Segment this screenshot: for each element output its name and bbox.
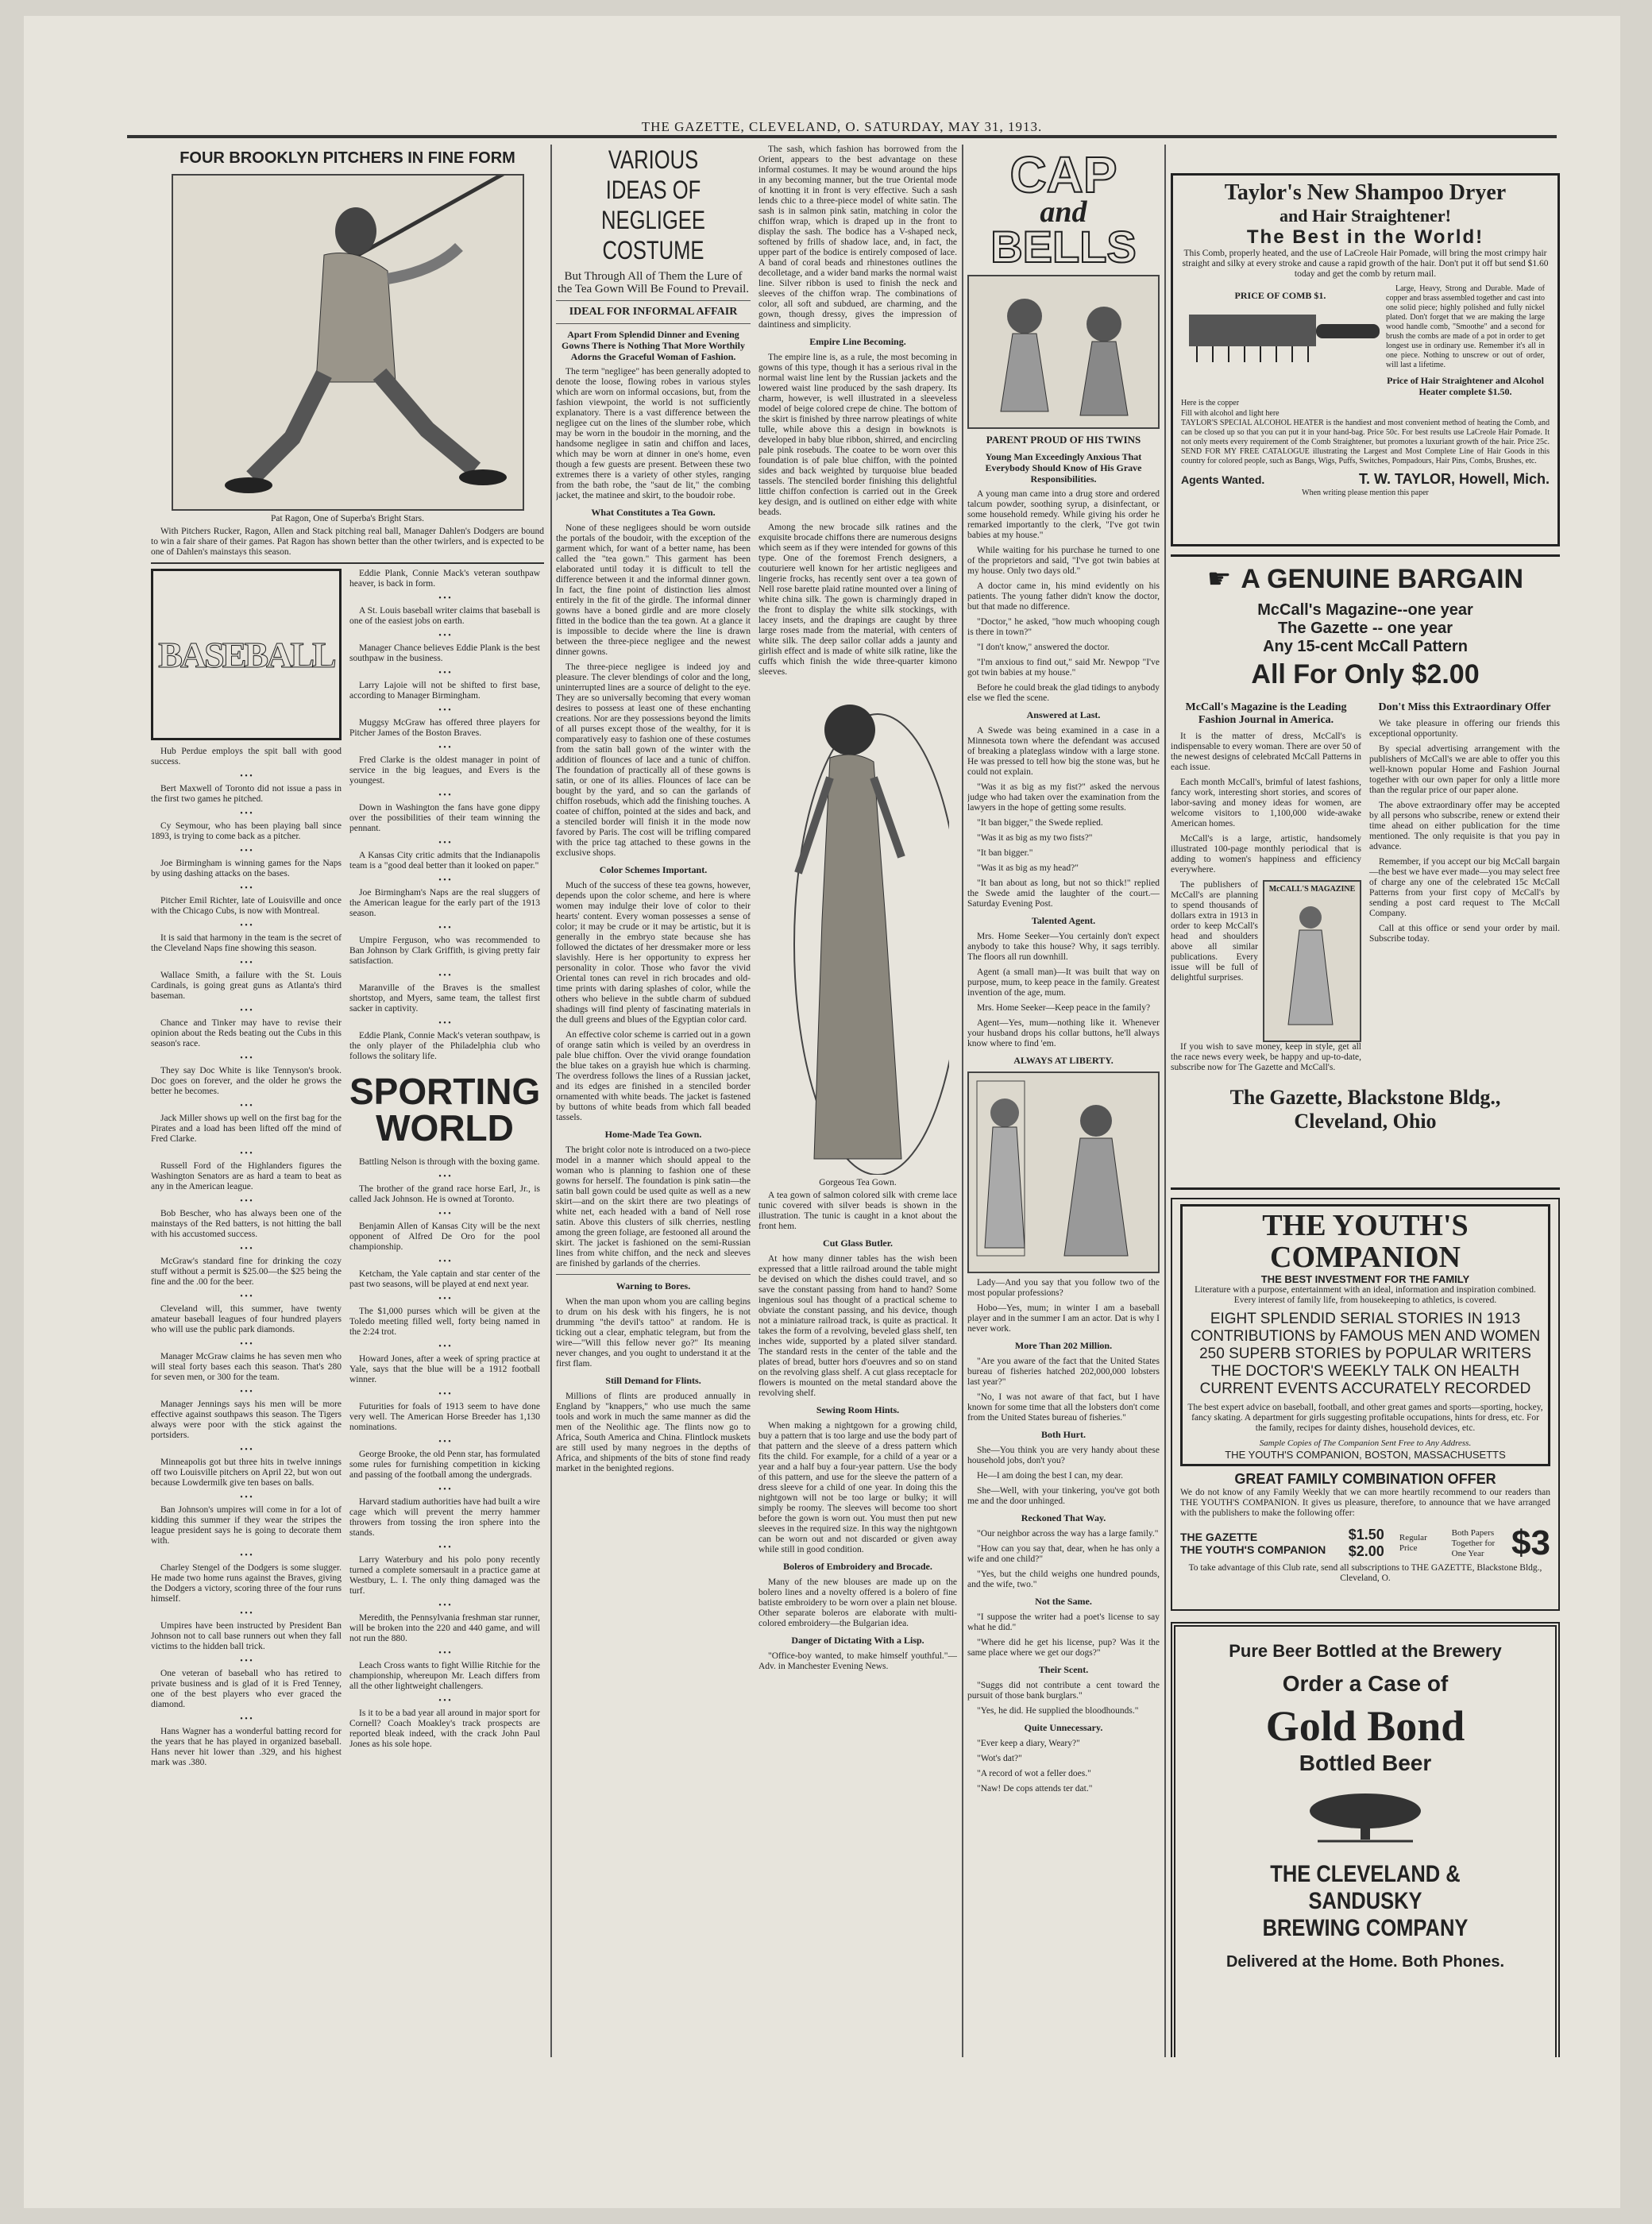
list-item: Hub Perdue employs the spit ball with good success. xyxy=(151,747,342,766)
list-item: Fred Clarke is the oldest manager in point of service in the big leagues, and Evers is the youngest. xyxy=(349,755,540,786)
article-paragraph: "Are you aware of the fact that the United States bureau of fisheries hatched 202,000,000 lobsters last year?" xyxy=(967,1357,1160,1387)
list-item: Maranville of the Braves is the smallest shortstop, and Myers, same team, the tallest first sacker in captivity. xyxy=(349,983,540,1014)
list-item: Battling Nelson is through with the boxing game. xyxy=(359,1157,540,1167)
article-paragraph: By special advertising arrangement with the publishers of McCall's we are able to offer you this well-known popular Home and Fashion Journal together with our own paper for only a little more than the regular price of our paper alone. xyxy=(1369,744,1560,795)
article-paragraph: Mrs. Home Seeker—Keep peace in the family? xyxy=(977,1003,1151,1013)
masthead: THE GAZETTE, CLEVELAND, O. SATURDAY, MAY 31, 1913. xyxy=(641,119,1043,134)
list-item: Down in Washington the fans have gone dippy over the possibilities of their team winning the pennant. xyxy=(349,803,540,833)
subhead: Color Schemes Important. xyxy=(599,864,708,875)
article-paragraph: "Ever keep a diary, Weary?" xyxy=(977,1739,1080,1748)
article-paragraph: An effective color scheme is carried out in a gown of orange satin which is veiled by an overdress in pale blue chiffon. Over the vivid orange foundation the blue takes on a grayish hue which is charming. The overdress follows the lines of a Russian jacket, and its edges are finished in a stenciled border ornamented with white beads. The jacket is fastened by buttons of white beads from which fall beaded tassels. xyxy=(556,1030,751,1122)
companion-feature: EIGHT SPLENDID SERIAL STORIES IN 1913 xyxy=(1210,1311,1521,1327)
list-item: Eddie Plank, Connie Mack's veteran southpaw heaver, is back in form. xyxy=(349,569,540,589)
article-paragraph: When making a nightgown for a growing child, buy a pattern that is too large and use the body part of that pattern and the sleeve of a dress pattern which fits the child. For example, for a child of a year or a year and a half buy a four-year pattern. Use the body of this pattern, and use for the sleeve the pattern of a dress sleeve for a child of one year. In doing this the nightgown will not be too large or bulky; it will simply be roomy. The sleeves will become too short before the gown is worn out. You must then put new sleeves in the required size. In this way the nightgown can be worn out and not discarded or given away while still in good condition. xyxy=(758,1421,957,1554)
offer-line: The Gazette -- one year xyxy=(1277,620,1453,637)
list-item: One veteran of baseball who has retired to private business and is glad of it is Fred Tenney, one of the best players who ever graced the diamond. xyxy=(151,1669,342,1709)
article-paragraph: Remember, if you accept our big McCall bargain—the best we have ever made—you may select free of charge any one of the celebrated 15c McCall Patterns from your first copy of McCall's by sending a post card request to The McCall Company. xyxy=(1369,857,1560,918)
comb-icon xyxy=(1181,307,1380,394)
ad-title: Taylor's New Shampoo Dryer xyxy=(1224,180,1507,205)
cartoon-caption: ALWAYS AT LIBERTY. xyxy=(1013,1055,1114,1066)
list-item: Umpire Ferguson, who was recommended to Ban Johnson by Clark Griffith, is giving pretty fair satisfaction. xyxy=(349,936,540,966)
regular-price-label: Regular Price xyxy=(1399,1533,1427,1553)
subhead: Sewing Room Hints. xyxy=(816,1404,900,1415)
article-paragraph: Among the new brocade silk ratines and the exquisite brocade chiffons there are numerous designs which seem as if they were intended for gowns of this type. One of the foremost French designers, a couturiere well known for her artistic negligees and lingerie frocks, has recently sent over a tea gown of Nell rose barette plaid ratine mounted over a lining of white china silk. The gown is charmingly draped in the front to display the white silk stockings, with lacey insets, and the drapings are caught by three large roses made from the material, with centers of white silk. The deep sailor collar adds a jaunty and girlish effect and is made of white silk ratine, like the cuffs which finish the wide three-quarter kimono sleeves. xyxy=(758,523,957,677)
combo-total: $3 xyxy=(1511,1523,1550,1562)
side-note: Fill with alcohol and light here xyxy=(1181,409,1280,418)
list-item: Meredith, the Pennsylvania freshman star runner, will be broken into the 220 and 440 game, and will not run the 880. xyxy=(349,1613,540,1643)
list-item: Joe Birmingham's Naps are the real sluggers of the American league for the early part of the 1913 season. xyxy=(349,888,540,918)
article-paragraph: "I don't know," answered the doctor. xyxy=(977,643,1110,652)
companion-sample: Sample Copies of The Companion Sent Free to Any Address. xyxy=(1259,1438,1472,1448)
list-item: It is said that harmony in the team is the secret of the Cleveland Naps fine showing this season. xyxy=(151,933,342,953)
article-paragraph: McCall's is a large, artistic, handsomely illustrated 100-page monthly periodical that is adding to women's happiness and efficiency everywhere. xyxy=(1171,834,1361,875)
tea-gown-illustration xyxy=(766,682,949,1175)
bargain-title: A GENUINE BARGAIN xyxy=(1241,563,1524,594)
offer-line: Any 15-cent McCall Pattern xyxy=(1263,638,1468,655)
fashion-column xyxy=(556,145,957,2057)
list-item: McGraw's standard fine for drinking the cozy stuff without a permit is $25.00—the $25 being the fine and the .00 for the beer. xyxy=(151,1257,342,1287)
list-item: Harvard stadium authorities have had built a wire cage which will prevent the merry hammer throwers from tossing the iron sphere into the stands. xyxy=(349,1497,540,1538)
list-item: The brother of the grand race horse Earl, Jr., is called Jack Johnson. He is owned at Toronto. xyxy=(349,1184,540,1204)
article-paragraph: A Swede was being examined in a case in a Minnesota town where the defendant was accused of breaking a plateglass window with a large stone. He was pressed to tell how big the stone was, but he could not explain. xyxy=(967,726,1160,777)
companion-address: THE YOUTH'S COMPANION, BOSTON, MASSACHUSETTS xyxy=(1225,1449,1506,1461)
list-item: Umpires have been instructed by President Ban Johnson not to call base runners out when they fall victims to the hidden ball trick. xyxy=(151,1621,342,1651)
mccalls-heading: McCall's Magazine is the Leading Fashion Journal in America. xyxy=(1185,701,1347,726)
article-paragraph: He—I am doing the best I can, my dear. xyxy=(977,1471,1123,1481)
delivery-note: Delivered at the Home. Both Phones. xyxy=(1225,1953,1505,1971)
price-name: THE YOUTH'S COMPANION xyxy=(1180,1543,1326,1556)
brewery-name: THE CLEVELAND & SANDUSKY xyxy=(1270,1861,1461,1914)
combo-title: GREAT FAMILY COMBINATION OFFER xyxy=(1234,1471,1496,1487)
article-paragraph: The sash, which fashion has borrowed from the Orient, appears to the best advantage on these informal costumes. It may be wound around the hips in any becoming manner, but the true Oriental mode of knotting it in front is very effective. Such a sash lends chic to a three-piece model of white satin. The sash is in salmon pink satin, matching in color the chiffon wrap, which is draped up in the front to display the sash. The bodice has a V-shaped neck, softened by frills of shadow lace, and, in fact, the upper part of the bodice is entirely composed of lace. A band of coral beads and rhinestones outlines the decolletage, and a wider band marks the normal waist line. Silver ribbon is used to finish the neck and sleeves of the chiffon wrap. The combinations of color, all soft and subdued, are charming, and the gown, though dressy, gives the impression of daintiness and simplicity. xyxy=(758,145,957,330)
youths-companion-ad xyxy=(1171,1198,1560,1611)
ad-intro: This Comb, properly heated, and the use of LaCreole Hair Pomade, will bring the most crimpy hair straight and silky at every stroke and cause a rapid growth of the hair. Don't put it off but send $1.60 today and get the comb by return mail. xyxy=(1182,249,1549,279)
humor-column xyxy=(967,145,1160,2057)
article-paragraph: "Yes, but the child weighs one hundred pounds, and the wife, two." xyxy=(967,1570,1160,1589)
subhead: Quite Unnecessary. xyxy=(1024,1722,1103,1733)
taylor-comb-ad xyxy=(1171,173,1560,546)
companion-expert: The best expert advice on baseball, football, and other great games and sports—sporting, hockey, fancy skating. A department for girls suggesting profitable occupations, hints for dress, etc. For the family, recipes for dainty dishes, household devices, etc. xyxy=(1187,1403,1543,1433)
list-item: Minneapolis got but three hits in twelve innings off two Louisville pitchers on April 22, but won out because Lowdermilk give ten bases on balls. xyxy=(151,1458,342,1488)
subhead: Home-Made Tea Gown. xyxy=(604,1129,702,1140)
mention-note: When writing please mention this paper xyxy=(1302,488,1429,497)
heater-text: TAYLOR'S SPECIAL ALCOHOL HEATER is the handiest and most convenient method of heating the Comb, and can be closed up so that you can put it in your hand-bag. Price 50c. For best results use LaCreole Hair Pomade. It not only meets every requirement of the Comb Straightener, but promotes a luxuriant growth of the hair. Price 25c. SEND FOR MY FREE CATALOGUE illustrating the Largest and Most Complete Line of Hair Goods in this country for colored people, such as Bangs, Wigs, Puffs, Switches, Pompadours, Hair Pins, Combs, Brushes, etc. xyxy=(1181,419,1550,465)
list-item: Eddie Plank, Connie Mack's veteran southpaw, is the only player of the Philadelphia club who follows the solitary life. xyxy=(349,1031,540,1061)
advertisements-column xyxy=(1171,145,1560,2057)
article-paragraph: "Was it as big as my fist?" asked the nervous judge who had taken over the examination from the lawyers in the hope of getting some results. xyxy=(967,782,1160,813)
sports-headline: FOUR BROOKLYN PITCHERS IN FINE FORM xyxy=(179,149,515,167)
subhead: What Constitutes a Tea Gown. xyxy=(591,507,716,518)
column-rule xyxy=(1164,145,1166,2057)
youths-companion-box xyxy=(1180,1204,1550,1466)
gown-caption: Gorgeous Tea Gown. xyxy=(819,1178,897,1187)
fashion-column-right xyxy=(758,145,957,1677)
baseball-title: BASEBALL xyxy=(158,634,334,675)
article-paragraph: "Our neighbor across the way has a large family." xyxy=(977,1529,1159,1539)
article-paragraph: "Naw! De cops attends ter dat." xyxy=(977,1784,1093,1793)
title-and: and xyxy=(1040,195,1087,229)
fashion-column-left xyxy=(556,145,751,1677)
list-item: Ban Johnson's umpires will come in for a lot of kidding this summer if they wear the stripes the league president says he is going to decorate them with. xyxy=(151,1505,342,1546)
list-item: Howard Jones, after a week of spring practice at Yale, says that the blue will be a 1912 football winner. xyxy=(349,1354,540,1384)
article-paragraph: Lady—And you say that you follow two of the most popular professions? xyxy=(967,1278,1160,1298)
subhead: Empire Line Becoming. xyxy=(809,336,906,347)
list-item: Wallace Smith, a failure with the St. Louis Cardinals, is going great guns as Atlanta's third baseman. xyxy=(151,971,342,1001)
cartoon-figures xyxy=(969,1073,1158,1268)
copper-label: Here is the copper xyxy=(1181,399,1240,407)
baseball-player-photo xyxy=(172,174,524,511)
article-paragraph: Millions of flints are produced annually in England by "knappers," who use much the same tools and work in much the same manner as did the men of the Neolithic age. The flints now go to Africa, South America and China. Flintlock muskets are still used by many negroes in the depths of Africa, and shipments of the bits of stone find ready market in the benighted regions. xyxy=(556,1392,751,1473)
article-paragraph: While waiting for his purchase he turned to one of the proprietors and said, "I've got twin babies at my house. Only two days old." xyxy=(967,546,1160,576)
article-paragraph: Hobo—Yes, mum; in winter I am a baseball player and in the summer I am an actor. Dat is why I never work. xyxy=(967,1303,1160,1334)
article-paragraph: A young man came into a drug store and ordered talcum powder, soothing syrup, a disinfectant, or some household remedy. While giving his order he remarked importantly to the clerk, "I've got twin babies at my house." xyxy=(967,489,1160,540)
article-paragraph: When the man upon whom you are calling begins to drum on his desk with his fingers, he is not drumming "the devil's tattoo" at random. He is ticking out a clear, emphatic telegram, but from the wire—"Will this fellow never go?" Its meaning never changes, and you ought to understand it at the first flam. xyxy=(556,1297,751,1369)
fashion-deck-2: IDEAL FOR INFORMAL AFFAIR xyxy=(556,300,751,319)
list-item: Futurities for foals of 1913 seem to have done very well. The American Horse Breeder has 1,130 nominations. xyxy=(349,1402,540,1432)
list-item: Larry Waterbury and his polo pony recently turned a complete somersault in a practice game at Westbury, L. I. The only thing damaged was the turf. xyxy=(349,1555,540,1596)
baseball-title-box xyxy=(151,569,342,740)
companion-intro: Literature with a purpose, entertainment with an ideal, information and inspiration combined. Every interest of family life, from housekeeping to athletics, is covered. xyxy=(1195,1285,1536,1305)
subhead: Their Scent. xyxy=(1038,1664,1089,1675)
subhead: Boleros of Embroidery and Brocade. xyxy=(783,1561,932,1572)
list-item: Manager Chance believes Eddie Plank is the best southpaw in the business. xyxy=(349,643,540,663)
list-item: Charley Stengel of the Dodgers is some slugger. He made two home runs against the Braves, giving the Dodgers a victory, scoring three of the four runs himself. xyxy=(151,1563,342,1604)
article-paragraph: If you wish to save money, keep in style, get all the race news every week, be happy and up-to-date, subscribe now for The Gazette and McCall's. xyxy=(1171,1042,1361,1072)
article-paragraph: Call at this office or send your order by mail. Subscribe today. xyxy=(1369,924,1560,944)
article-paragraph: "Was it as big as my head?" xyxy=(977,863,1079,873)
offer-heading: Don't Miss this Extraordinary Offer xyxy=(1378,701,1551,713)
subhead: Still Demand for Flints. xyxy=(605,1375,701,1386)
article-paragraph: A tea gown of salmon colored silk with creme lace tunic covered with silver beads is shown in the illustration. The tunic is caught in a knot about the front hem. xyxy=(758,1191,957,1231)
list-item: Hans Wagner has a wonderful batting record for the years that he has played in organized baseball. Hans never hit lower than .329, and his highest mark was .380. xyxy=(151,1727,342,1767)
article-paragraph: "Doctor," he asked, "how much whooping cough is there in town?" xyxy=(967,617,1160,637)
companion-subtitle: THE BEST INVESTMENT FOR THE FAMILY xyxy=(1260,1273,1470,1285)
companion-feature: CURRENT EVENTS ACCURATELY RECORDED xyxy=(1199,1380,1531,1397)
hobo-cartoon xyxy=(967,1071,1160,1273)
woman-figure xyxy=(1264,894,1357,1029)
article-paragraph: Before he could break the glad tidings to anybody else we fled the scene. xyxy=(967,683,1160,703)
mccalls-bargain-ad xyxy=(1171,554,1560,1190)
article-paragraph: She—You think you are very handy about these household jobs, don't you? xyxy=(967,1446,1160,1465)
magazine-title: McCALL'S MAGAZINE xyxy=(1268,885,1356,894)
combo-prices xyxy=(1180,1523,1550,1563)
list-item: A St. Louis baseball writer claims that baseball is one of the easiest jobs on earth. xyxy=(349,606,540,626)
article-paragraph: Much of the success of these tea gowns, however, depends upon the color scheme, and here is where women may indulge their love of color to their hearts' content. Every woman possesses a sense of color; it may be crude or it may be artistic, but it is generally in the embryo state because she has followed the dictates of her dressmaker more or less slavishly. Here is her opportunity to express her personality in color. Those who favor the vivid Oriental tones can revel in rich brocades and old-time prints with daring splashes of color, while the others who believe in the subtle charm of subdued shadings will find plenty of fascinating materials in the dull greens and blues of the Egyptian color card. xyxy=(556,881,751,1025)
baseball-notes-right: Eddie Plank, Connie Mack's veteran southpaw heaver, is back in form. • • • A St. Louis baseball writer claims that baseball is one of the easiest jobs on earth. • • • Manager Chance believes Eddie Plank is the best southpaw in the business. • • • Larry Lajoie will not be shifted to first base, according to Manager Birmingham. • • • Muggsy McGraw has offered three players for Pitcher James of the Boston Braves. • • • Fred Clarke is the oldest manager in point of service in the big leagues, and Evers is the youngest. • • • Down in Washington the fans have gone dippy over the possibilities of their team winning the pennant. • • • A Kansas City critic admits that the Indianapolis team is a "good deal better than it looked on paper." • • • Joe Birmingham's Naps are the real sluggers of the American league for the early part of the 1913 season. • • • Umpire Ferguson, who was recommended to Ban Johnson by Clark Griffith, is giving pretty fair satisfaction. • • • Maranville of the Braves is the smallest shortstop, and Myers, same team, the tallest first sacker in captivity. • • • Eddie Plank, Connie Mack's veteran southpaw, is the only player of the Philadelphia club who follows the solitary life. SPORTING WORLD Battling Nelson is through with the boxing game. • • • The brother of the grand race horse Earl, Jr., is called Jack Johnson. He is owned at Toronto. • • • Benjamin Allen of Kansas City will be the next opponent of Alfred De Oro for the pool championship. • • • Ketcham, the Yale captain and star center of the past two seasons, will be played at end next year. • • • The $1,000 purses which will be given at the Toledo meeting filled well, forty being named in the 2:24 trot. • • • Howard Jones, after a week of spring practice at Yale, says that the blue will be a 1912 football winner. • • • Futurities for foals of 1913 seem to have done very well. The American Horse Breeder has 1,130 nominations. • • • George Brooke, the old Penn star, has formulated some rules for furnishing competition in kicking and passing of the football among the undergrads. • • • Harvard stadium authorities have had built a wire cage which will prevent the merry hammer throwers from tossing the iron sphere into the stands. • • • Larry Waterbury and his polo pony recently turned a complete somersault in a practice game at Westbury, L. I. The only thing damaged was the turf. • • • Meredith, the Pennsylvania freshman star runner, will be broken into the 220 and 440 game, and will not run the 880. • • • Leach Cross wants to fight Willie Ritchie for the championship, whereupon Mr. Leach differs from all the other lightweight challengers. • • • Is it to be a bad year all around in major sport for Cornell? Coach Moakley's track prospects are reported bleak indeed, with the crack John Paul Jones as his sole hope. xyxy=(349,569,541,1749)
companion-title: THE YOUTH'S COMPANION xyxy=(1262,1209,1469,1274)
article-paragraph: At how many dinner tables has the wish been expressed that a little railroad around the table might be devised on which the dishes could travel, and so save the constant passing from hand to hand? Some ingenious soul has thought of a practical scheme to obviate the constant passing, and his device, though not a miniature railroad track, is quite as practical. It takes the form of a revolving, beveled glass shelf, ten inches wide, supported by a plated silver standard. The standard rests in the center of the table and the plates of bread, butter hors d'oeuvres and so on stand on the revolving glass shelf. A cut glass receptacle for flowers is mounted on the metal standard above the revolving shelf. xyxy=(758,1254,957,1398)
list-item: Cy Seymour, who has been playing ball since 1893, is trying to come back as a pitcher. xyxy=(151,821,342,841)
subhead: PARENT PROUD OF HIS TWINS xyxy=(986,434,1141,446)
list-item: Pitcher Emil Richter, late of Louisville and once with the Chicago Cubs, is now with Montreal. xyxy=(151,896,342,916)
subhead: Talented Agent. xyxy=(1031,915,1096,926)
fashion-headline: VARIOUS IDEAS OF NEGLIGEE COSTUME xyxy=(601,145,705,264)
list-item: Chance and Tinker may have to revise their opinion about the Reds beating out the Cubs in this season's race. xyxy=(151,1018,342,1048)
tree-emblem-icon xyxy=(1302,1789,1429,1844)
deck: Young Man Exceedingly Anxious That Everybody Should Know of His Grave Responsibilities. xyxy=(985,451,1142,485)
article-paragraph: "It ban bigger." xyxy=(977,848,1033,858)
article-paragraph: Mrs. Home Seeker—You certainly don't expect anybody to take this house? Why, it sags terribly. The floors all run downhill. xyxy=(967,932,1160,962)
fashion-deck-3: Apart From Splendid Dinner and Evening Gowns There is Nothing That More Worthily Adorns the Graceful Woman of Fashion. xyxy=(556,323,751,362)
article-paragraph: Many of the new blouses are made up on the bolero lines and a novelty offered is a bolero of fine batiste embroidery to be worn over a plain net blouse. Other separate boleros are elaborate with multi-colored embroidery—the Bulgarian idea. xyxy=(758,1577,957,1628)
list-item: The $1,000 purses which will be given at the Toledo meeting filled well, forty being named in the 2:24 trot. xyxy=(349,1307,540,1337)
agents-wanted: Agents Wanted. xyxy=(1181,473,1265,486)
comb-price: PRICE OF COMB $1. xyxy=(1234,290,1326,301)
price-value: $1.50 xyxy=(1348,1527,1384,1543)
article-paragraph: "Yes, he did. He supplied the bloodhounds." xyxy=(977,1706,1139,1716)
article-paragraph: "Wot's dat?" xyxy=(977,1754,1022,1763)
list-item: Larry Lajoie will not be shifted to first base, according to Manager Birmingham. xyxy=(349,681,540,701)
column-rule xyxy=(550,145,552,2057)
article-paragraph: The three-piece negligee is indeed joy and pleasure. The clever blendings of color and the long, uninterrupted lines are a source of delight to the eye. They are so universally becoming that every woman desires to possess at least one of these enchanting creations. Nor are they possessions beyond the limits of all purses except those of the wealthy, for it is comparatively easy to fashion one of these costumes from the satin ball gown of the winter with the addition of flounces of lace and a tunic of chiffon. The foundation of practically all of these gowns is satin, or one of its allies. Flounces of lace can be bought by the yard, and so can the garlands of chiffon rosebuds, which add the finishing touches. A coatee of chiffon, pointed at the sides and back, and a stenciled border will finish it in the mode now favored by Paris. The cost will be trifling compared with the price tag attached to these gowns in the exclusive shops. xyxy=(556,662,751,858)
batter-illustration xyxy=(173,176,523,509)
club-note: To take advantage of this Club rate, send all subscriptions to THE GAZETTE, Blackstone Bldg., Cleveland, O. xyxy=(1188,1563,1542,1583)
brewery-company: BREWING COMPANY xyxy=(1262,1915,1469,1941)
gown-figure xyxy=(766,682,949,1175)
subhead: Answered at Last. xyxy=(1026,709,1101,720)
article-paragraph: "How can you say that, dear, when he has only a wife and one child?" xyxy=(967,1544,1160,1564)
list-item: Benjamin Allen of Kansas City will be the next opponent of Alfred De Oro for the pool championship. xyxy=(349,1222,540,1252)
jester-illustration xyxy=(967,275,1160,429)
list-item: Bob Bescher, who has always been one of the mainstays of the Red batters, is not hitting the ball with his accustomed success. xyxy=(151,1209,342,1239)
subhead: Both Hurt. xyxy=(1040,1429,1086,1440)
beer-tagline: Pure Beer Bottled at the Brewery xyxy=(1229,1641,1502,1661)
gazette-address: The Gazette, Blackstone Bldg., xyxy=(1229,1086,1501,1109)
beer-type: Bottled Beer xyxy=(1299,1751,1432,1775)
beer-order: Order a Case of xyxy=(1282,1671,1449,1696)
subhead: Danger of Dictating With a Lisp. xyxy=(791,1635,924,1646)
article-paragraph: The bright color note is introduced on a two-piece model in a manner which should appeal to the woman who is planning to fashion one of these gowns for herself. The foundation is pink satin—the satin ball gown could be used quite as well as a new skirt—and on the skirt there are two pleatings of white net, each headed with a band of Nell rose satin. Above this clusters of silk cherries, nestling among the green foliage, are festooned all around the skirt. The jacket is fashioned on the semi-Russian lines from white chiffon, and the neck and sleeves are finished by garlands of the cherries. xyxy=(556,1145,751,1268)
sporting-world-title: SPORTING WORLD xyxy=(349,1071,541,1149)
list-item: Is it to be a bad year all around in major sport for Cornell? Coach Moakley's track prospects are reported bleak indeed, with the crack John Paul Jones as his sole hope. xyxy=(349,1709,540,1749)
comb-description: Large, Heavy, Strong and Durable. Made of copper and brass assembled together and cast into one solid piece; highly polished and fully nickel plated. Don't forget that we are making the large wood handle comb, "Smoothe" and a second for brush the combs are made of a pot in order to get longest use in ordinary use. Remember it's all in one piece. Nothing to unscrew or out of order, will last a lifetime. xyxy=(1386,284,1545,369)
article-paragraph: The term "negligee" has been generally adopted to denote the loose, flowing robes in various styles which are worn on informal occasions, but, from the fashion viewpoint, the world is not sufficiently explanatory. There is a vast difference between the negligee cut on the lines of the slumber robe, which may be worn in the boudoir in the morning, and the handsome negligee in satin and chiffon and laces, which may be worn at dinner in one's home, even though a few guests are present. Between these two extremes there is a variety of other styles, ranging from the bath robe, the "saut de lit," the combing jacket, the matinee and skirt, to the boudoir robe. xyxy=(556,367,751,500)
subhead: Warning to Bores. xyxy=(616,1280,691,1292)
list-item: Manager Jennings says his men will be more effective against southpaws this season. The Tigers always were poor with the stick against the portsiders. xyxy=(151,1400,342,1440)
article-paragraph: "No, I was not aware of that fact, but I have known for some time that all the lobsters don't come from the United States bureau of fisheries." xyxy=(967,1392,1160,1423)
list-item: Manager McGraw claims he has seven men who will steal forty bases each this season. That's 280 for seven men, or 300 for the team. xyxy=(151,1352,342,1382)
baseball-notes-left: BASEBALL Hub Perdue employs the spit ball with good success. • • • Bert Maxwell of Toronto did not issue a pass in the first two games he pitched. • • • Cy Seymour, who has been playing ball since 1893, is trying to come back as a pitcher. • • • Joe Birmingham is winning games for the Naps by using dashing attacks on the bases. • • • Pitcher Emil Richter, late of Louisville and once with the Chicago Cubs, is now with Montreal. • • • It is said that harmony in the team is the secret of the Cleveland Naps fine showing this season. • • • Wallace Smith, a failure with the St. Louis Cardinals, is going great guns as Atlanta's third baseman. • • • Chance and Tinker may have to revise their opinion about the Reds beating out the Cubs in this season's race. • • • They say Doc White is like Tennyson's brook. Doc goes on forever, and the older he grows the better he becomes. • • • Jack Miller shows up well on the first bag for the Pirates and a load has been lifted off the mind of Fred Clarke. • • • Russell Ford of the Highlanders figures the Washington Senators are as hard a team to beat as any in the American league. • • • Bob Bescher, who has always been one of the mainstays of the Red batters, is not hitting the ball with his accustomed success. • • • McGraw's standard fine for drinking the cozy stuff without a permit is $25.00—the $25 being the fine and the .00 for the beer. • • • Cleveland will, this summer, have twenty amateur baseball leagues of four hundred players who will use the public park diamonds. • • • Manager McGraw claims he has seven men who will steal forty bases each this season. That's 280 for seven men, or 300 for the team. • • • Manager Jennings says his men will be more effective against southpaws this season. The Tigers always were poor with the stick against the portsiders. • • • Minneapolis got but three hits in twelve innings off two Louisville pitchers on April 22, but won out because Lowdermilk give ten bases on balls. • • • Ban Johnson's umpires will come in for a lot of kidding this summer if they wear the stripes the league president says he is going to decorate them with. • • • Charley Stengel of the Dodgers is some slugger. He made two home runs against the Braves, giving the Dodgers a victory, scoring three of the four runs himself. • • • Umpires have been instructed by President Ban Johnson not to call base runners out when they fall victims to the hidden ball trick. • • • One veteran of baseball who has retired to private business and is glad of it is Fred Tenney, one of the best players who ever graced the diamond. • • • Hans Wagner has a wonderful batting record for the years that he has played in organized baseball. Hans never hit lower than .329, and his highest mark was .380. xyxy=(151,569,342,1773)
combo-text: We do not know of any Family Weekly that we can more heartily recommend to our readers than THE YOUTH'S COMPANION. It gives us pleasure, therefore, to announce that we have arranged with the publishers to make the following offer: xyxy=(1180,1488,1550,1518)
article-paragraph: The empire line is, as a rule, the most becoming in gowns of this type, though it has a serious rival in the normal waist line lent by the Russian jackets and the lowered waist line produced by the sash drapery. Its charm, however, is well illustrated in a sleeveless model of beige colored crepe de chine. The bottom of the skirt is finished by three narrow pleatings of white tulle, while above this a design in bowknots is developed in baby blue ribbon, shirred, and encircling pale pink rosebuds. The coatee to be worn over this foundation is of pale blue chiffon, with the pointed sides and back weighted by turquoise blue beaded tassels. The stenciled border finishing this delightful little chiffon confection is carried out in the Greek key design, and is outlined on either edge with white beads. xyxy=(758,353,957,517)
list-item: Cleveland will, this summer, have twenty amateur baseball leagues of four hundred players who will use the public park diamonds. xyxy=(151,1304,342,1334)
column-rule xyxy=(962,145,963,2057)
article-paragraph: "It ban bigger," the Swede replied. xyxy=(977,818,1103,828)
article-paragraph: "Office-boy wanted, to make himself youthful."—Adv. in Manchester Evening News. xyxy=(758,1651,957,1671)
price-name: THE GAZETTE xyxy=(1180,1531,1258,1543)
article-paragraph: A doctor came in, his mind evidently on his patients. The young father didn't know the doctor, but that made no difference. xyxy=(967,581,1160,612)
article-paragraph: "I suppose the writer had a poet's license to say what he did." xyxy=(967,1612,1160,1632)
sports-lead: With Pitchers Rucker, Ragon, Allen and Stack pitching real ball, Manager Dahlen's Dodgers are bound to win a fair share of their games. Pat Ragon has shown better than the other twirlers, and is expected to be one of Dahlen's mainstays this season. xyxy=(151,527,544,557)
companion-feature: 250 SUPERB STORIES by POPULAR WRITERS xyxy=(1199,1346,1531,1362)
pointing-hand-icon: ☛ xyxy=(1206,565,1232,594)
straightener-price: Price of Hair Straightener and Alcohol Heater complete $1.50. xyxy=(1387,375,1544,397)
article-paragraph: She—Well, with your tinkering, you've got both me and the door unhinged. xyxy=(967,1486,1160,1506)
masthead-rule xyxy=(127,135,1557,138)
both-papers-label: Both Papers Together for One Year xyxy=(1451,1527,1496,1558)
gold-bond-beer-ad xyxy=(1171,1622,1560,2057)
article-paragraph: None of these negligees should be worn outside the portals of the boudoir, with the exception of the garment which, for want of a better name, has been called the "tea gown." This garment has been elaborated until today it is difficult to tell the difference between it and the informal dinner gown. In fact, the fine point of distinction lies almost entirely in the fit of the girdle. The informal dinner gowns have a boned girdle and are more closely fitted in the bodice than the tea gown. At a glance it is impossible to decide where the line is drawn between the three-piece negligee and the newest dinner gowns. xyxy=(556,523,751,657)
list-item: Jack Miller shows up well on the first bag for the Pirates and a load has been lifted off the mind of Fred Clarke. xyxy=(151,1114,342,1144)
article-paragraph: "Suggs did not contribute a cent toward the pursuit of those bank burglars." xyxy=(967,1681,1160,1701)
list-item: Muggsy McGraw has offered three players for Pitcher James of the Boston Braves. xyxy=(349,718,540,738)
beer-brand: Gold Bond xyxy=(1265,1702,1465,1750)
list-item: Ketcham, the Yale captain and star center of the past two seasons, will be played at end next year. xyxy=(349,1269,540,1289)
title-bells: BELLS xyxy=(990,222,1137,272)
ad-subtitle: and Hair Straightener! xyxy=(1280,206,1451,226)
ad-tagline: The Best in the World! xyxy=(1246,226,1484,248)
article-paragraph: Agent—Yes, mum—nothing like it. Whenever your husband drops his collar buttons, he'll always know where to find 'em. xyxy=(967,1018,1160,1048)
list-item: Joe Birmingham is winning games for the Naps by using dashing attacks on the bases. xyxy=(151,859,342,878)
list-item: Bert Maxwell of Toronto did not issue a pass in the first two games he pitched. xyxy=(151,784,342,804)
advertiser-name: T. W. TAYLOR, Howell, Mich. xyxy=(1358,471,1550,487)
sports-column xyxy=(151,145,544,2057)
gazette-city: Cleveland, Ohio xyxy=(1294,1110,1437,1133)
title-cap: CAP xyxy=(1009,146,1117,203)
fashion-deck: But Through All of Them the Lure of the Tea Gown Will Be Found to Prevail. xyxy=(557,270,750,295)
cap-and-bells-title xyxy=(967,145,1160,275)
mccalls-magazine-cover xyxy=(1263,880,1361,1042)
list-item: George Brooke, the old Penn star, has formulated some rules for furnishing competition in kicking and passing of the football among the undergrads. xyxy=(349,1450,540,1480)
list-item: A Kansas City critic admits that the Indianapolis team is a "good deal better than it looked on paper." xyxy=(349,851,540,871)
list-item: Leach Cross wants to fight Willie Ritchie for the championship, whereupon Mr. Leach differs from all the other lightweight challengers. xyxy=(349,1661,540,1691)
article-paragraph: Each month McCall's, brimful of latest fashions, fancy work, interesting short stories, and scores of labor-saving and money ideas for women, are welcome visitors to 1,100,000 wide-awake American homes. xyxy=(1171,778,1361,828)
list-item: They say Doc White is like Tennyson's brook. Doc goes on forever, and the older he grows the better he becomes. xyxy=(151,1066,342,1096)
subhead: More Than 202 Million. xyxy=(1014,1340,1113,1351)
companion-feature: THE DOCTOR'S WEEKLY TALK ON HEALTH xyxy=(1211,1363,1519,1380)
article-paragraph: Agent (a small man)—It was built that way on purpose, mum, to keep peace in the family. Greatest invention of the age, mum. xyxy=(967,967,1160,998)
article-paragraph: "Was it as big as my two fists?" xyxy=(977,833,1093,843)
article-paragraph: The publishers of McCall's are planning to spend thousands of dollars extra in 1913 in order to keep McCall's head and shoulders above all similar publications. Every issue will be full of delightful surprises. xyxy=(1171,880,1258,983)
list-item: Russell Ford of the Highlanders figures the Washington Senators are as hard a team to beat as any in the American league. xyxy=(151,1161,342,1191)
article-paragraph: "Where did he get his license, pup? Was it the same place where we get our dogs?" xyxy=(967,1638,1160,1658)
offer-line: McCall's Magazine--one year xyxy=(1257,601,1473,619)
offer-price: All For Only $2.00 xyxy=(1251,659,1480,689)
jester-figures xyxy=(969,276,1158,424)
photo-caption: Pat Ragon, One of Superba's Bright Stars. xyxy=(270,514,425,523)
subhead: Reckoned That Way. xyxy=(1021,1512,1106,1523)
article-paragraph: "A record of wot a feller does." xyxy=(977,1769,1091,1778)
article-paragraph: It is the matter of dress, McCall's is indispensable to every woman. There are over 50 of the newest designs of celebrated McCall Patterns in each issue. xyxy=(1171,732,1361,772)
article-paragraph: "I'm anxious to find out," said Mr. Newpop "I've got twin babies at my house." xyxy=(967,658,1160,678)
article-paragraph: The above extraordinary offer may be accepted by all persons who subscribe, renew or extend their time ahead on either publication for the time mentioned. The only requisite is that you pay in advance. xyxy=(1369,801,1560,851)
price-value: $2.00 xyxy=(1348,1543,1384,1559)
article-paragraph: "It ban about as long, but not so thick!" replied the Swede amid the laughter of the court.—Saturday Evening Post. xyxy=(967,878,1160,909)
companion-feature: CONTRIBUTIONS by FAMOUS MEN AND WOMEN xyxy=(1190,1328,1541,1345)
article-paragraph: We take pleasure in offering our friends this exceptional opportunity. xyxy=(1369,719,1560,739)
subhead: Not the Same. xyxy=(1035,1596,1092,1607)
subhead: Cut Glass Butler. xyxy=(823,1237,893,1249)
